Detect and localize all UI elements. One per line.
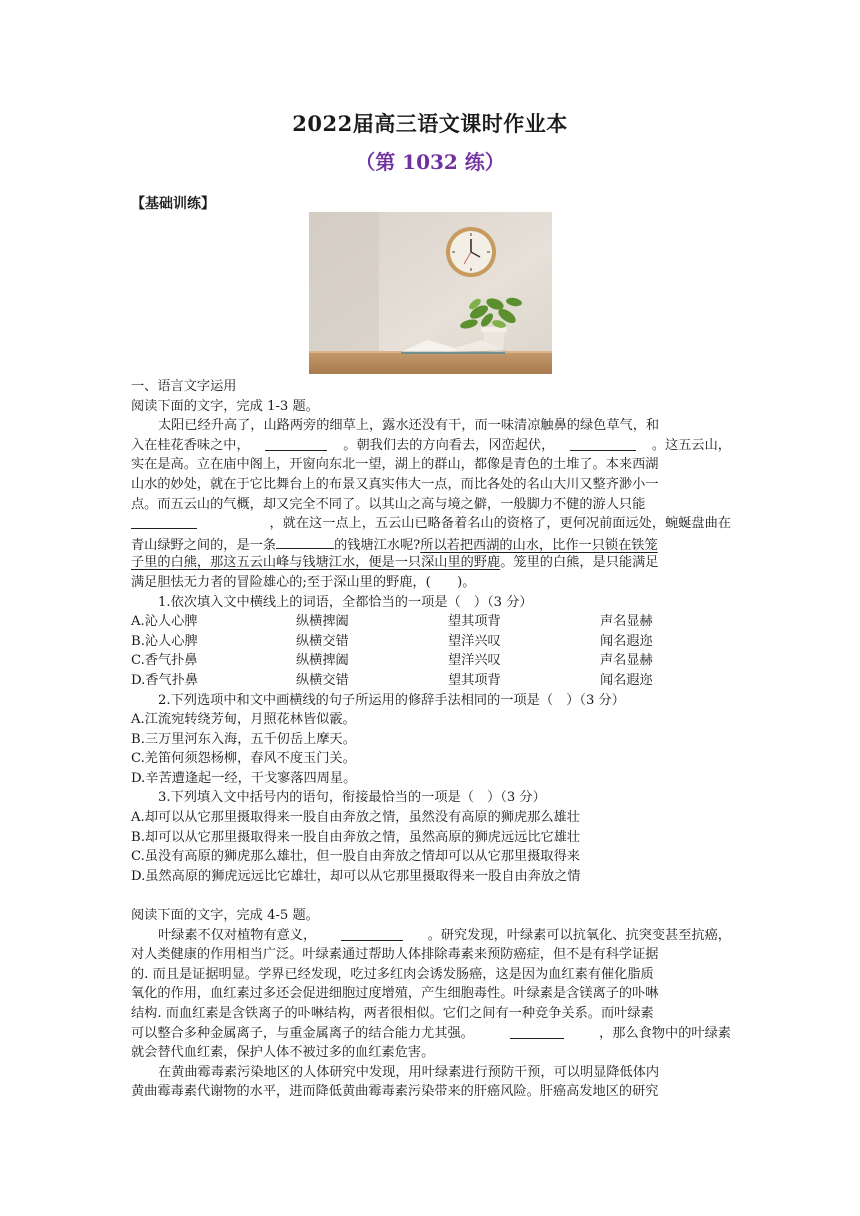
passage2-line: 就会替代血红素，保护人体不被过多的血红素危害。 <box>131 1045 435 1061</box>
underlined-sentence: 子里的白熊，那这五云山峰与钱塘江水，便是一只深山里的野鹿 <box>131 555 501 571</box>
fill-blank <box>510 1024 564 1039</box>
page-title: 2022届高三语文课时作业本 <box>292 111 568 136</box>
question-1-option-c[interactable]: C.香气扑鼻 纵横捭阖 望洋兴叹 声名显赫 <box>131 653 653 669</box>
question-1-option-b[interactable]: B.沁人心脾 纵横交错 望洋兴叹 闻名遐迩 <box>131 633 653 649</box>
document-body <box>131 377 731 1102</box>
question-1-option-d[interactable]: D.香气扑鼻 纵横交错 望其项背 闻名遐迩 <box>131 672 653 688</box>
question-3-stem: 3.下列填入文中括号内的语句，衔接最恰当的一项是（ ）（3 分） <box>158 790 546 806</box>
fill-blank <box>341 926 403 941</box>
section-label: 【基础训练】 <box>131 196 215 212</box>
question-2-option-a[interactable]: A.江流宛转绕芳甸，月照花林皆似霰。 <box>131 712 356 728</box>
clock-plant-book-icon <box>309 212 552 374</box>
passage1-line: 实在是高。立在庙中阁上，开窗向东北一望，湖上的群山，都像是青色的土堆了。本来西湖 <box>131 457 659 473</box>
passage2-line: 氧化的作用，血红素过多还会促进细胞过度增殖，产生细胞毒性。叶绿素是含镁离子的卟啉 <box>131 986 659 1002</box>
fill-blank <box>570 436 636 451</box>
passage1-line: 满足胆怯无力者的冒险雄心的;至于深山里的野鹿，( )。 <box>131 574 476 590</box>
passage2-line: 叶绿素不仅对植物有意义， 。研究发现，叶绿素可以抗氧化、抗突变甚至抗癌， <box>158 927 731 943</box>
question-3-option-c[interactable]: C.虽没有高原的狮虎那么雄壮，但一股自由奔放之情却可以从它那里摄取得来 <box>131 849 580 865</box>
question-2-option-d[interactable]: D.辛苦遭逢起一经，干戈寥落四周星。 <box>131 770 357 786</box>
question-2-stem: 2.下列选项中和文中画横线的句子所运用的修辞手法相同的一项是（ ）（3 分） <box>158 692 625 708</box>
underlined-sentence: 所以若把西湖的山水，比作一只锁在铁笼 <box>420 537 658 553</box>
question-2-option-b[interactable]: B.三万里河东入海，五千仞岳上摩天。 <box>131 731 356 747</box>
passage1-line: 山水的妙处，就在于它比舞台上的布景又真实伟大一点，而比各处的名山大川又整齐渺小一 <box>131 476 659 492</box>
question-3-option-b[interactable]: B.却可以从它那里摄取得来一股自由奔放之情，虽然高原的狮虎远远比它雄壮 <box>131 829 581 845</box>
question-1-option-a[interactable]: A.沁人心脾 纵横捭阖 望其项背 声名显赫 <box>131 614 653 630</box>
illustration-photo <box>309 212 552 374</box>
passage1-line: 入在桂花香味之中， 。朝我们去的方向看去，冈峦起伏， 。这五云山， <box>131 437 731 453</box>
passage2-line: 对人类健康的作用相当广泛。叶绿素通过帮助人体排除毒素来预防癌症，但不是有科学证据 <box>131 947 659 963</box>
fill-blank <box>265 436 327 451</box>
passage1-line: 太阳已经升高了，山路两旁的细草上，露水还没有干，而一味清凉触鼻的绿色草气，和 <box>158 418 660 434</box>
part1-heading: 一、语言文字运用 <box>131 379 237 394</box>
passage1-line: 点。而五云山的气概，却又完全不同了。以其山之高与境之僻，一般脚力不健的游人只能 <box>131 496 646 512</box>
passage1-line: ，就在这一点上，五云山已略备着名山的资格了，更何况前面远处，蜿蜒盘曲在 <box>131 514 731 534</box>
page-subtitle: （第 1032 练） <box>355 150 505 174</box>
fill-blank <box>131 514 197 529</box>
part1-instruction: 阅读下面的文字，完成 1-3 题。 <box>131 398 319 414</box>
passage2-line: 可以整合多种金属离子，与重金属离子的结合能力尤其强。 ，那么食物中的叶绿素 <box>131 1025 731 1041</box>
question-2-option-c[interactable]: C.羌笛何须怨杨柳，春风不度玉门关。 <box>131 751 356 767</box>
question-1-stem: 1.依次填入文中横线上的词语，全都恰当的一项是（ ）（3 分） <box>158 594 533 610</box>
question-3-option-d[interactable]: D.虽然高原的狮虎远远比它雄壮，却可以从它那里摄取得来一股自由奔放之情 <box>131 868 581 884</box>
question-3-option-a[interactable]: A.却可以从它那里摄取得来一股自由奔放之情，虽然没有高原的狮虎那么雄壮 <box>131 810 580 826</box>
passage2-line: 黄曲霉毒素代谢物的水平，进而降低黄曲霉毒素污染带来的肝癌风险。肝癌高发地区的研究 <box>131 1084 659 1100</box>
fill-blank <box>276 534 334 549</box>
passage2-line: 在黄曲霉毒素污染地区的人体研究中发现，用叶绿素进行预防干预，可以明显降低体内 <box>158 1064 660 1080</box>
passage1-line: 子里的白熊，那这五云山峰与钱塘江水，便是一只深山里的野鹿。笼里的白熊，是只能满足 <box>131 555 659 571</box>
passage2-line: 的. 而且是证据明显。学界已经发现，吃过多红肉会诱发肠癌，这是因为血红素有催化脂质 <box>131 966 654 982</box>
spacer <box>131 886 731 906</box>
part2-instruction: 阅读下面的文字，完成 4-5 题。 <box>131 908 319 924</box>
passage2-line: 结构. 而血红素是含铁离子的卟啉结构，两者很相似。它们之间有一种竞争关系。而叶绿素 <box>131 1006 654 1021</box>
passage1-line: 青山绿野之间的，是一条 的钱塘江水呢?所以若把西湖的山水，比作一只锁在铁笼 <box>131 534 731 554</box>
